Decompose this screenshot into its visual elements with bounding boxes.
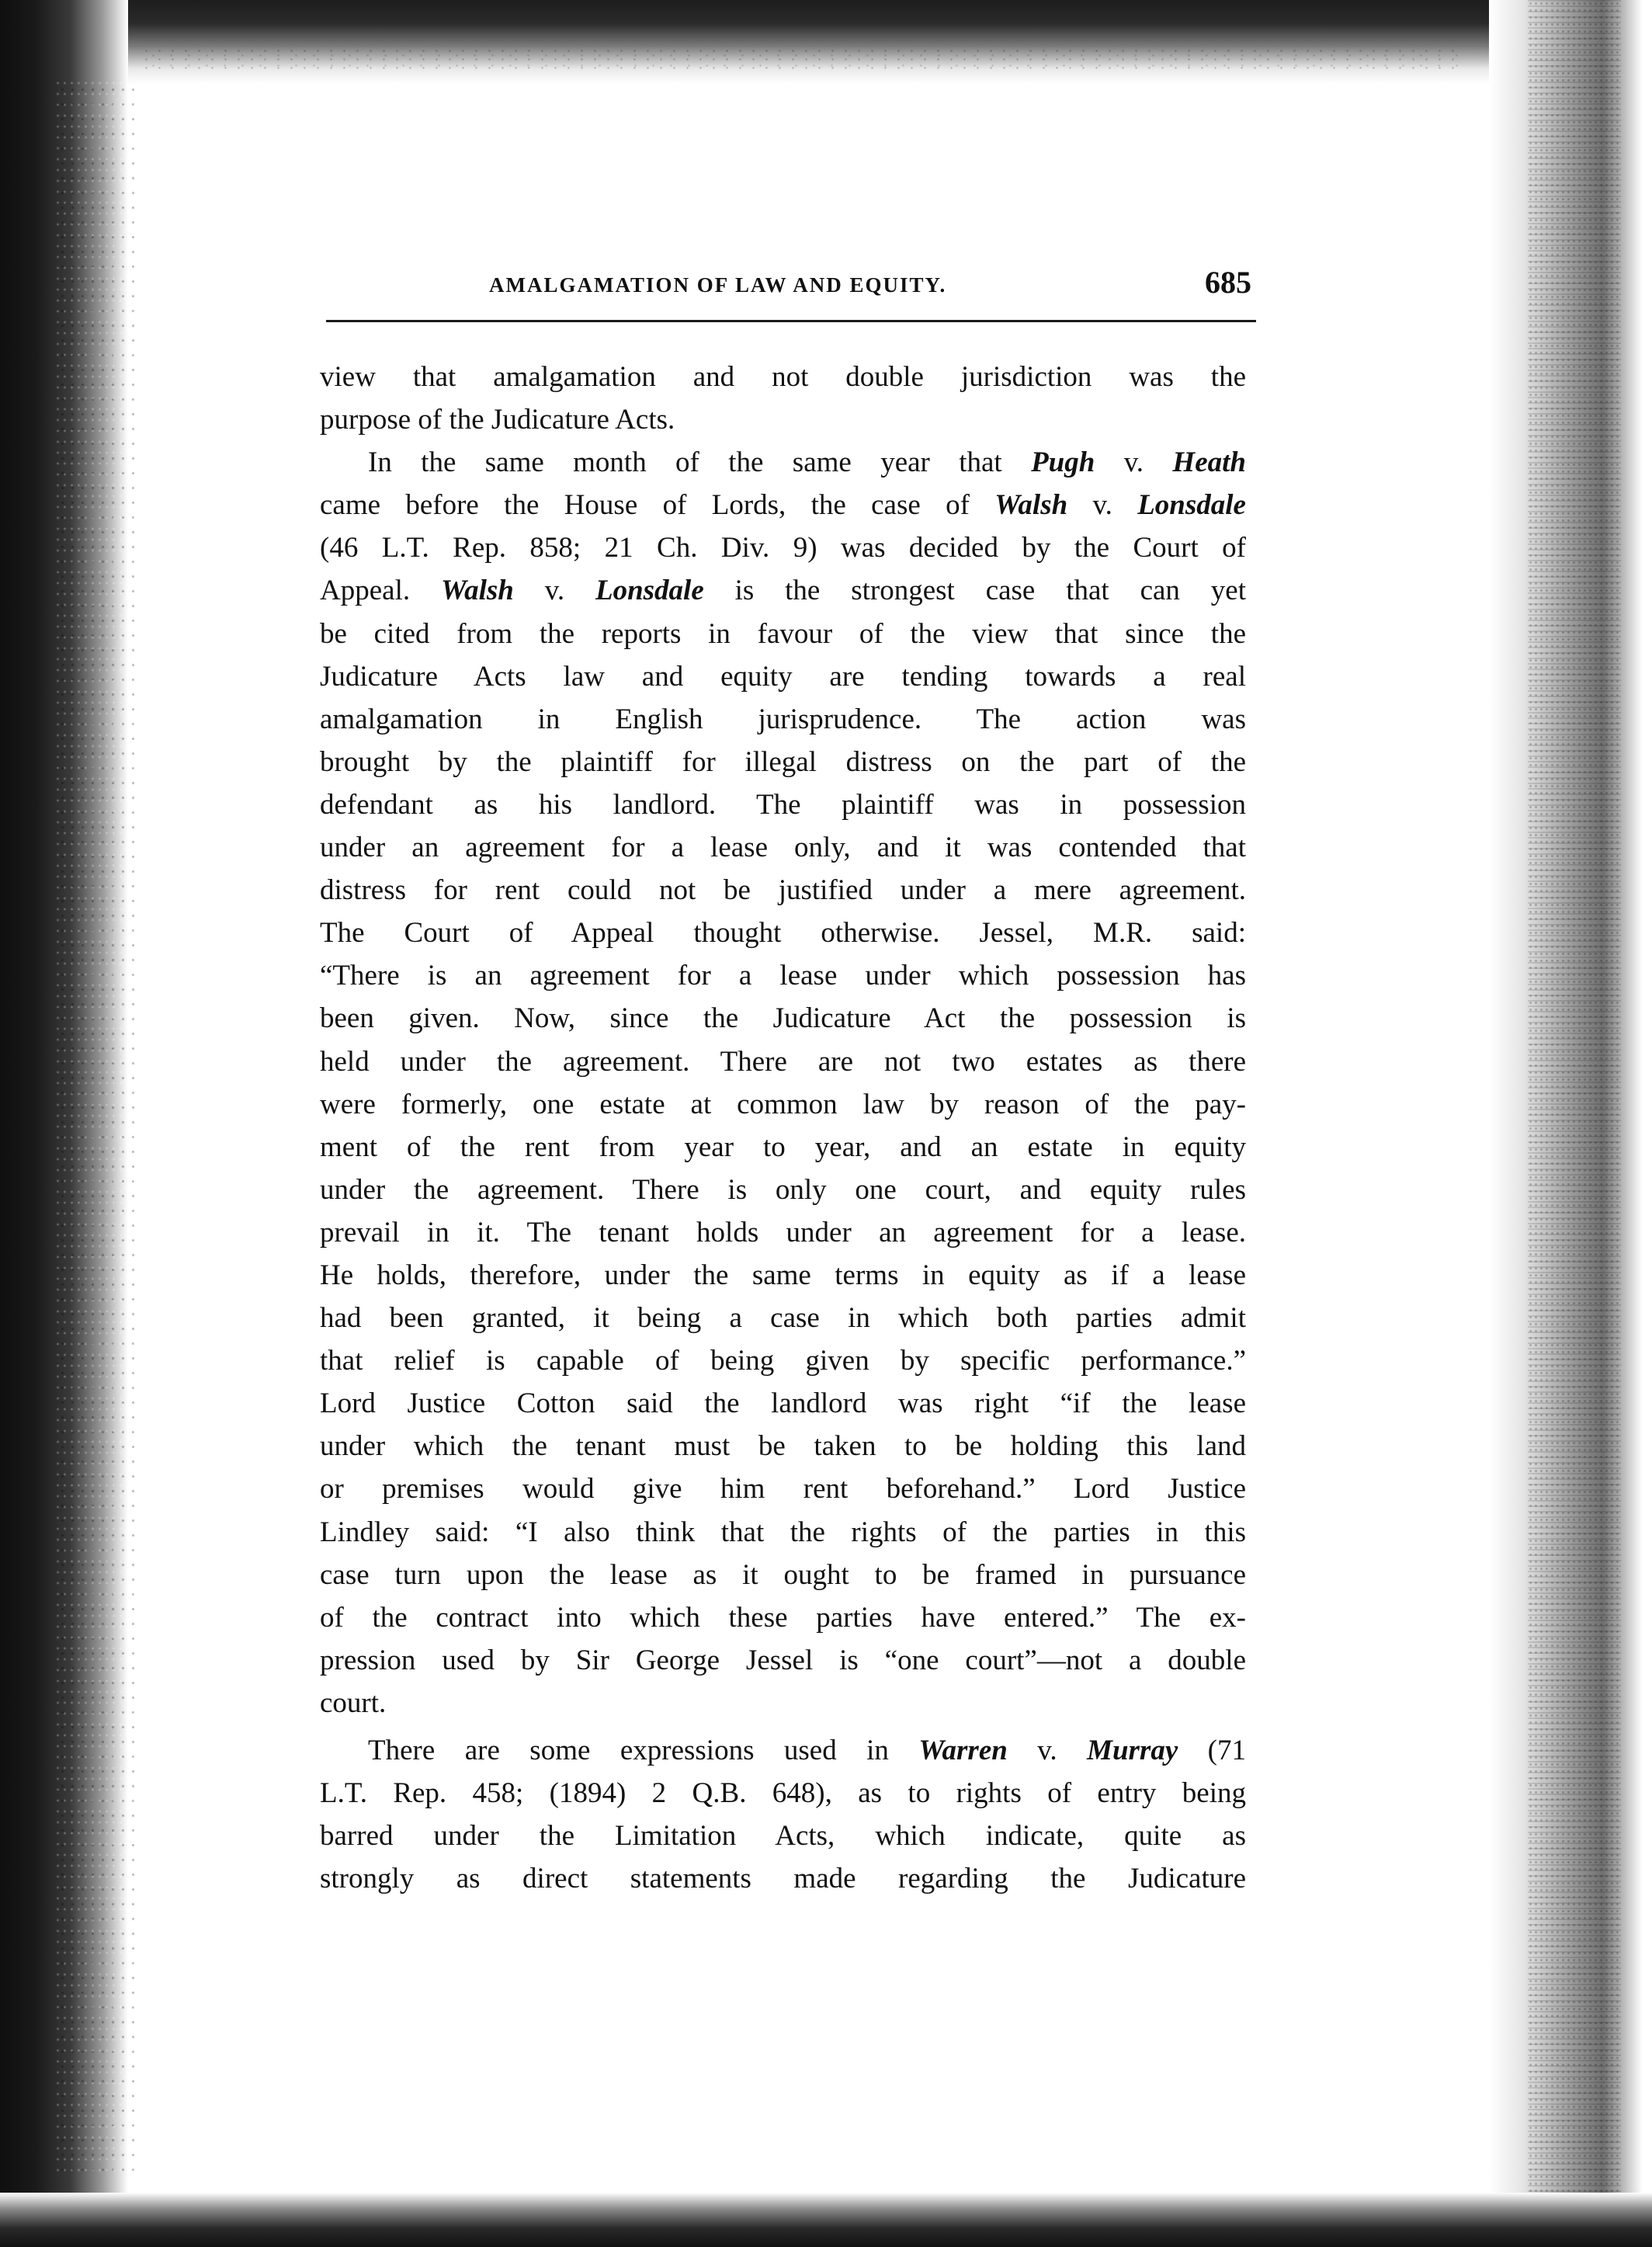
text-line: under an agreement for a lease only, and it was contended that xyxy=(320,832,1246,864)
text-line: (46 L.T. Rep. 858; 21 Ch. Div. 9) was decided by the Court of xyxy=(320,532,1246,564)
text-line: strongly as direct statements made regarding the Judicature xyxy=(320,1863,1246,1895)
case-name-italic: Lonsdale xyxy=(1137,489,1246,522)
text-line: prevail in it. The tenant holds under an agreement for a lease. xyxy=(320,1216,1246,1249)
text-line: be cited from the reports in favour of the view that since the xyxy=(320,617,1246,650)
text-fragment: There are some expressions used in xyxy=(368,1735,919,1766)
case-name-italic: Heath xyxy=(1172,446,1246,479)
text-line: Judicature Acts law and equity are tending towards a real xyxy=(320,660,1246,693)
text-line: There are some expressions used in Warren v. Murray (71 xyxy=(368,1735,1247,1766)
body-text xyxy=(320,356,1246,1900)
text-line: ment of the rent from year to year, and an estate in equity xyxy=(320,1130,1246,1163)
case-name-italic: Pugh xyxy=(1031,446,1095,479)
text-line: amalgamation in English jurisprudence. The action was xyxy=(320,703,1246,735)
text-line: L.T. Rep. 458; (1894) 2 Q.B. 648), as to rights of entry being xyxy=(320,1777,1246,1810)
text-line: of the contract into which these parties have entered.” The ex- xyxy=(320,1601,1246,1634)
running-title: AMALGAMATION OF LAW AND EQUITY. xyxy=(489,273,947,297)
text-line: purpose of the Judicature Acts. xyxy=(320,404,675,436)
text-line: distress for rent could not be justified under a mere agreement. xyxy=(320,874,1246,907)
text-line: case turn upon the lease as it ought to be framed in pursuance xyxy=(320,1558,1246,1591)
scan-noise-left xyxy=(54,78,140,2174)
text-line: had been granted, it being a case in which both parties admit xyxy=(320,1302,1246,1335)
text-line: “There is an agreement for a lease under which possession has xyxy=(320,960,1246,992)
page-number: 685 xyxy=(1205,265,1251,300)
text-line: court. xyxy=(320,1686,387,1719)
text-line: In the same month of the same year that Pugh v. Heath xyxy=(368,446,1246,479)
text-fragment: came before the House of Lords, the case of xyxy=(320,489,995,522)
text-line: held under the agreement. There are not two estates as there xyxy=(320,1045,1246,1078)
header-rule xyxy=(326,320,1256,322)
text-fragment: (71 xyxy=(1178,1735,1247,1766)
case-name-italic: Walsh xyxy=(440,575,514,607)
text-line: under which the tenant must be taken to be holding this land xyxy=(320,1430,1246,1463)
text-line: The Court of Appeal thought otherwise. Jessel, M.R. said: xyxy=(320,917,1246,950)
text-line: Appeal. Walsh v. Lonsdale is the strongest case that can yet xyxy=(320,575,1246,607)
text-line: view that amalgamation and not double jurisdiction was the xyxy=(320,361,1246,393)
text-line: Lord Justice Cotton said the landlord was right “if the lease xyxy=(320,1387,1246,1420)
text-line: defendant as his landlord. The plaintiff was in possession xyxy=(320,788,1246,821)
text-line: pression used by Sir George Jessel is “one court”—not a double xyxy=(320,1644,1246,1676)
text-fragment: is the strongest case that can yet xyxy=(703,575,1246,607)
text-line: were formerly, one estate at common law by reason of the pay- xyxy=(320,1088,1246,1120)
text-line: or premises would give him rent beforehand.” Lord Justice xyxy=(320,1473,1246,1506)
text-line: under the agreement. There is only one court, and equity rules xyxy=(320,1173,1246,1206)
case-name-italic: Lonsdale xyxy=(595,575,704,607)
text-line: Lindley said: “I also think that the rights of the parties in this xyxy=(320,1516,1246,1548)
scan-shadow-top xyxy=(0,0,1652,84)
text-fragment: In the same month of the same year that xyxy=(368,446,1032,479)
text-fragment: Appeal. xyxy=(320,575,441,607)
text-line: came before the House of Lords, the case of Walsh v. Lonsdale xyxy=(320,489,1246,522)
case-name-italic: Warren xyxy=(918,1735,1008,1766)
text-line: barred under the Limitation Acts, which indicate, quite as xyxy=(320,1820,1246,1853)
running-head xyxy=(326,264,1258,311)
case-name-italic: Walsh xyxy=(994,489,1068,522)
text-line: brought by the plaintiff for illegal distress on the part of the xyxy=(320,745,1246,778)
scan-noise-top xyxy=(140,47,1459,70)
text-line: been given. Now, since the Judicature Act the possession is xyxy=(320,1002,1246,1035)
text-line: that relief is capable of being given by specific performance.” xyxy=(320,1345,1246,1377)
scan-noise-right xyxy=(1528,0,1621,2247)
case-name-italic: Murray xyxy=(1087,1735,1178,1766)
scan-shadow-bottom xyxy=(0,2193,1652,2247)
text-line: He holds, therefore, under the same terms in equity as if a lease xyxy=(320,1259,1246,1291)
